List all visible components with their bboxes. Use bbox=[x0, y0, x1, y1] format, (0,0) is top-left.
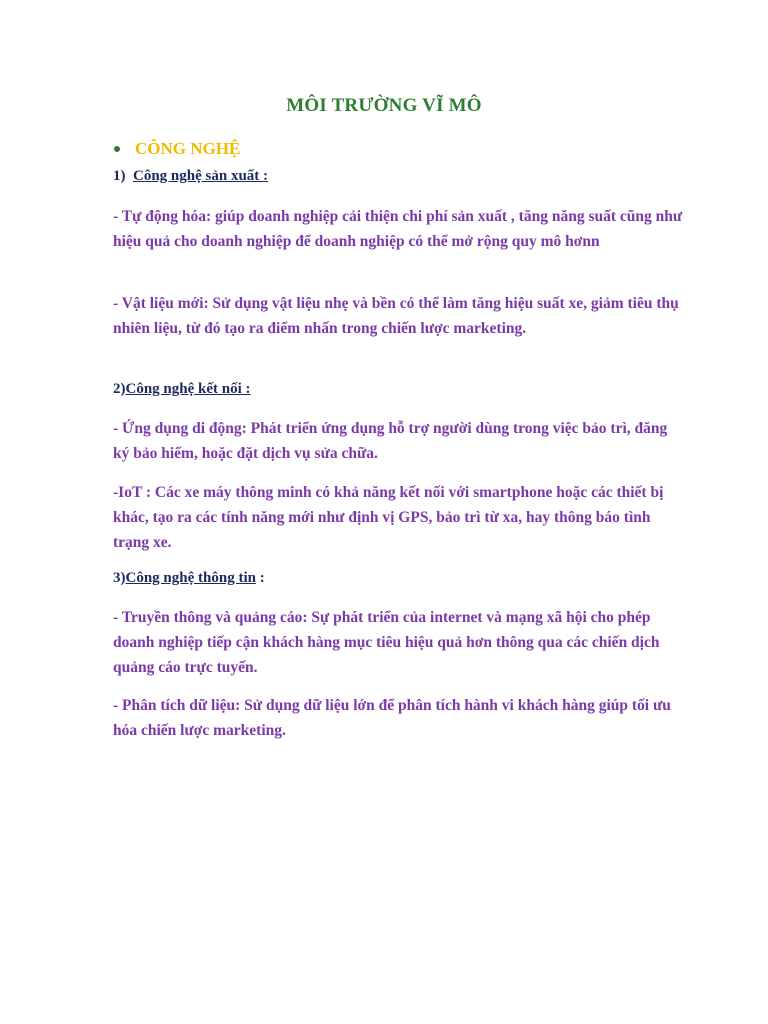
section-3-paragraph-1: - Truyền thông và quảng cáo: Sự phát triển của internet và mạng xã hội cho phép doanh nghiệp tiếp cận khách hàng mục tiêu hiệu quả hơn thông qua các chiến dịch quảng cáo trực tuyến. bbox=[113, 609, 660, 676]
document-title: MÔI TRƯỜNG VĨ MÔ bbox=[286, 95, 482, 116]
section-3-title: Công nghệ thông tin bbox=[125, 570, 256, 586]
section-1-heading bbox=[113, 168, 268, 185]
bullet-dot-icon bbox=[114, 146, 120, 152]
section-1-paragraph-1: - Tự động hóa: giúp doanh nghiệp cải thiện chi phí sản xuất , tăng năng suất cũng như hiệu quả cho doanh nghiệp để doanh nghiệp có thể mở rộng quy mô hơnn bbox=[113, 208, 683, 250]
section-2-number: 2) bbox=[113, 381, 126, 397]
section-3-paragraph-2: - Phân tích dữ liệu: Sử dụng dữ liệu lớn để phân tích hành vi khách hàng giúp tối ưu hóa chiến lược marketing. bbox=[113, 697, 671, 739]
section-1-paragraph-2: - Vật liệu mới: Sử dụng vật liệu nhẹ và bền có thể làm tăng hiệu suất xe, giảm tiêu thụ nhiên liệu, từ đó tạo ra điểm nhấn trong chiến lược marketing. bbox=[113, 295, 679, 337]
section-2-title: Công nghệ kết nối : bbox=[125, 381, 251, 397]
section-3-number: 3) bbox=[113, 570, 126, 586]
section-2-heading bbox=[113, 381, 251, 398]
bullet-item bbox=[112, 139, 240, 159]
section-3-heading bbox=[113, 570, 265, 587]
section-2-paragraph-1: - Ứng dụng di động: Phát triển ứng dụng hỗ trợ người dùng trong việc bảo trì, đăng ký bảo hiểm, hoặc đặt dịch vụ sửa chữa. bbox=[113, 420, 668, 462]
section-1-number: 1) bbox=[113, 168, 133, 184]
section-2-paragraph-2: -IoT : Các xe máy thông minh có khả năng kết nối với smartphone hoặc các thiết bị khác, tạo ra các tính năng mới như định vị GPS, bảo trì từ xa, hay thông báo tình trạng xe. bbox=[113, 484, 664, 551]
bullet-label: CÔNG NGHỆ bbox=[135, 139, 241, 158]
section-1-title: Công nghệ sản xuất : bbox=[133, 168, 269, 184]
section-3-suffix: : bbox=[255, 570, 265, 586]
